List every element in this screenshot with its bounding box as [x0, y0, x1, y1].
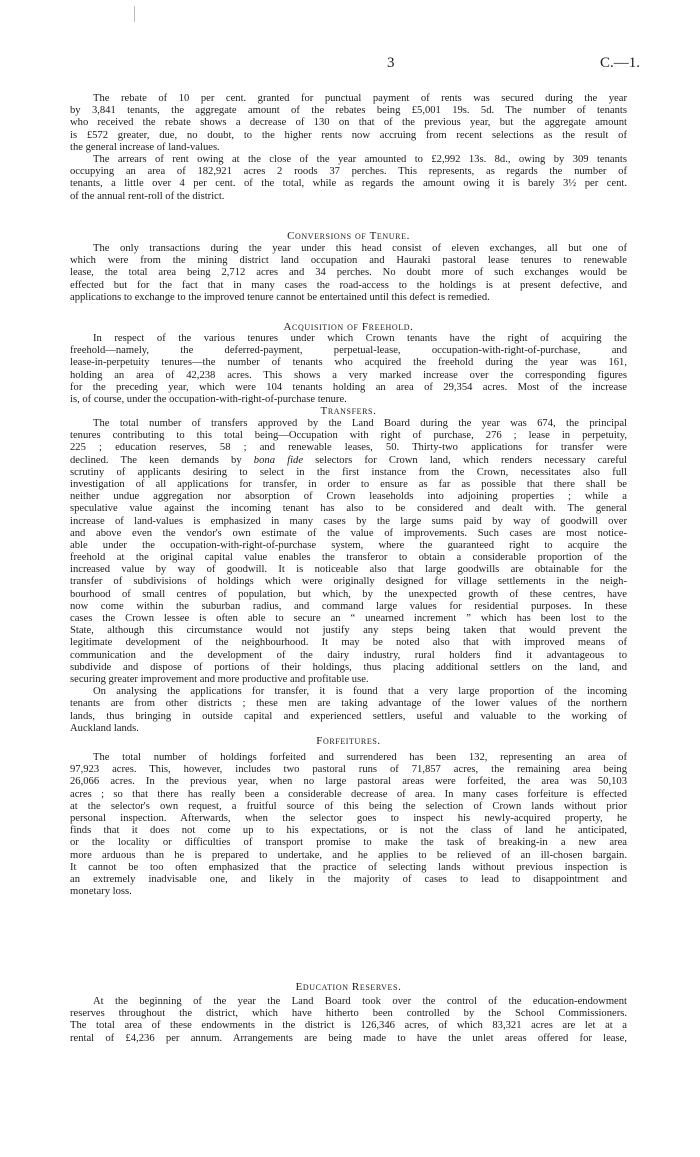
text-line: On analysing the applications for transfer, it is found that a very large proportion of the incoming	[93, 686, 627, 698]
section-body	[70, 333, 627, 406]
text-line: investigation of all applications for transfer, in order to ensure as far as possible that there shall be	[70, 478, 627, 490]
text-line: tenants, a little over 4 per cent. of the total, while as regards the amount owing it is barely 3½ per cent.	[70, 178, 627, 190]
text-line: The total number of holdings forfeited and surrendered has been 132, representing an area of	[93, 752, 627, 763]
text-line: transfer of subdivisions of holdings which were originally designed for village settlements in the neigh-	[70, 576, 627, 588]
section-heading: Education Reserves.	[295, 981, 402, 993]
text-line: The total number of transfers approved by the Land Board during the year was 674, the principal	[93, 418, 627, 429]
paragraph	[70, 93, 627, 154]
text-line: at the selector's own request, a fruitful source of this being the selection of Crown lands without prior	[70, 800, 627, 812]
paragraph	[70, 333, 627, 406]
text-line: by 3,841 tenants, the aggregate amount of the rebates being £5,001 19s. 5d. The number of tenants	[70, 105, 627, 117]
text-line: bourhood of small centres of population, but which, by the unexpected growth of these centres, have	[70, 588, 627, 600]
section-body	[70, 93, 627, 203]
text-line: which were from the mining district land occupation and Hauraki pastoral lease tenures to renewable	[70, 255, 627, 267]
text-line: an extremely inadvisable one, and likely in the majority of cases to lead to disappointment and	[70, 873, 627, 885]
text-line: or the locality or difficulties of transport promise to make the task of breaking-in a new area	[70, 837, 627, 849]
text-line: 97,923 acres. This, however, includes two pastoral runs of 71,857 acres, the remaining area being	[70, 764, 627, 776]
section-heading: Conversions of Tenure.	[287, 230, 410, 242]
paragraph	[70, 243, 627, 304]
text-line: freehold—namely, the deferred-payment, perpetual-lease, occupation-with-right-of-purchase, and	[70, 345, 627, 357]
paragraph	[70, 752, 627, 898]
text-line: more arduous than he is prepared to undertake, and he applies to be relieved of an ill-chosen bargain.	[70, 849, 627, 861]
text-line: holding an area of 42,238 acres. This shows a very marked increase over the corresponding figures	[70, 369, 627, 381]
text-line: for the preceding year, which were 104 tenants holding an area of 29,354 acres. Most of the increase	[70, 381, 627, 393]
text-line: freehold at the original capital value enables the transferor to obtain a considerable proportion of the	[70, 552, 627, 564]
text-line: The total area of these endowments in the district is 126,346 acres, of which 83,321 acres are let at a	[70, 1020, 627, 1032]
document-reference: C.—1.	[599, 55, 640, 71]
text-line: lease, the total area being 2,712 acres and 34 perches. No doubt more of such exchanges would be	[70, 267, 627, 279]
text-line: acres ; so that there has really been a considerable decrease of area. In many cases forfeiture is effected	[70, 788, 627, 800]
section-heading: Acquisition of Freehold.	[283, 321, 414, 333]
italic-text: bona fide	[253, 454, 304, 466]
text-line: securing greater improvement and more productive and profitable use.	[70, 673, 369, 685]
scan-mark	[134, 6, 135, 22]
section-body	[70, 243, 627, 304]
text-line: rental of £4,236 per annum. Arrangements are being made to have the unlet areas offered for lease,	[70, 1032, 627, 1044]
text-line: subdivide and dispose of portions of their holdings, thus placing additional settlers on the land, and	[70, 661, 627, 673]
text-line: monetary loss.	[70, 886, 132, 898]
text-segment: declined. The keen demands by	[70, 454, 254, 466]
text-line: the general increase of land-values.	[70, 141, 220, 153]
section-body	[70, 996, 627, 1045]
text-line: personal inspection. Afterwards, when the selector goes to inspect his newly-acquired property, he	[70, 812, 627, 824]
paragraph	[70, 154, 627, 203]
text-line: of the annual rent-roll of the district.	[70, 190, 225, 202]
page-number: 3	[387, 55, 395, 71]
text-line: tenants are from other districts ; these men are taking advantage of the lower values of the northern	[70, 698, 627, 710]
text-line: is, of course, under the occupation-with-right-of-purchase tenure.	[70, 393, 347, 405]
text-line: 225 ; education reserves, 58 ; and renewable leases, 50. Thirty-two applications for transfer were	[70, 442, 627, 454]
text-line: speculative value against the incoming tenant has also to be considered and dealt with. The general	[70, 503, 627, 515]
text-line: At the beginning of the year the Land Board took over the control of the education-endowment	[93, 996, 627, 1007]
text-line: The rebate of 10 per cent. granted for punctual payment of rents was secured during the year	[93, 93, 627, 104]
text-line: occupying an area of 182,921 acres 2 roods 37 perches. This represents, as regards the number of	[70, 166, 627, 178]
text-line: State, although this circumstance would not justify any steps being taken that would prevent the	[70, 625, 627, 637]
text-line: reserves throughout the district, which have hitherto been controlled by the School Commissioners.	[70, 1008, 627, 1020]
text-line: increase of land-values is emphasized in many cases by the large sums paid by way of goodwill over	[70, 515, 627, 527]
text-line: The arrears of rent owing at the close of the year amounted to £2,992 13s. 8d., owing by 309 tenants	[93, 153, 627, 165]
text-line: lands, thus bringing in outside capital and experienced settlers, useful and valuable to the working of	[70, 710, 627, 722]
text-line: The only transactions during the year under this head consist of eleven exchanges, all but one of	[93, 243, 627, 254]
text-line: In respect of the various tenures under which Crown tenants have the right of acquiring the	[93, 333, 627, 344]
text-line: is £572 greater, due, no doubt, to the higher rents now accruing from recent selections as the result of	[70, 129, 627, 141]
text-line: finds that it does not come up to his expectations, or is not the class of land he anticipated,	[70, 825, 627, 837]
paragraph	[70, 996, 627, 1045]
text-line: 26,066 acres. In the previous year, when no large pastoral areas were forfeited, the area was 50,103	[70, 776, 627, 788]
text-line: now come within the suburban radius, and command large values for residential purposes. In these	[70, 600, 627, 612]
text-line: communication and the development of the dairy industry, rural holders find it advantageous to	[70, 649, 627, 661]
text-line: scrutiny of applicants desiring to select in the first instance from the Crown, necessitates also full	[70, 466, 627, 478]
text-line: neither undue aggregation nor absorption of Crown leaseholds into adjoining properties ; while a	[70, 491, 627, 503]
text-line: able under the occupation-with-right-of-purchase system, where the guaranteed right to acquire the	[70, 539, 627, 551]
text-line: It cannot be too often emphasized that the practice of selecting lands without previous inspection is	[70, 861, 627, 873]
text-line: increased value by way of goodwill. It is noticeable also that large goodwills are obtainable for the	[70, 564, 627, 576]
paragraph	[70, 686, 627, 735]
section-heading: Forfeitures.	[316, 735, 381, 747]
text-line: cases the Crown lessee is often able to secure an “ unearned increment ” which has been lost to the	[70, 613, 627, 624]
text-line	[70, 455, 627, 467]
section-body	[70, 752, 627, 898]
section-body	[70, 418, 627, 735]
section-heading: Transfers.	[320, 405, 377, 417]
text-line: applications to exchange to the improved tenure cannot be entertained until this defect is remedied.	[70, 291, 490, 303]
text-line: and above even the vendor's own estimate of the value of improvements. Such cases are most notice-	[70, 527, 627, 539]
text-segment: selectors for Crown land, which renders necessary careful	[303, 454, 627, 466]
paragraph	[70, 418, 627, 686]
text-line: tenures contributing to this total being—Occupation with right of purchase, 276 ; lease in perpetuity,	[70, 430, 627, 442]
text-line: effected but for the fact that in many cases the road-access to the holdings is at present defective, and	[70, 279, 627, 291]
text-line: Auckland lands.	[70, 722, 139, 734]
text-line: who received the rebate shows a decrease of 130 on that of the previous year, but the aggregate amount	[70, 117, 627, 129]
text-line: lease-in-perpetuity tenures—the number of tenants who acquired the freehold during the year was 161,	[70, 357, 627, 369]
text-line: legitimate development of the neighbourhood. It may be noted also that with improved means of	[70, 637, 627, 649]
